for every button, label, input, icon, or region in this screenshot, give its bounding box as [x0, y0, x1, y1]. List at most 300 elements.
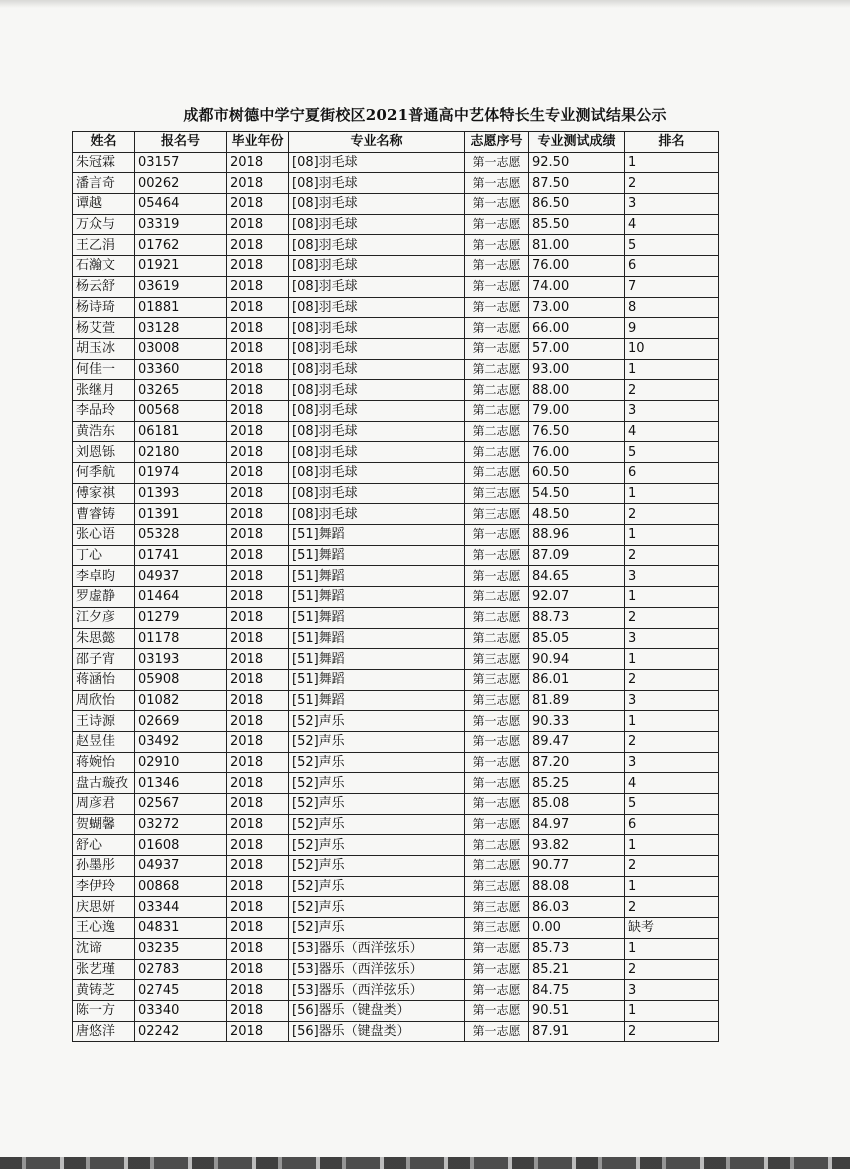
cell-score: 76.00	[529, 442, 625, 463]
cell-rank: 3	[625, 690, 719, 711]
header-reg-number: 报名号	[135, 132, 227, 153]
cell-choice: 第二志愿	[465, 359, 529, 380]
cell-graduation-year: 2018	[227, 628, 289, 649]
table-row	[73, 690, 719, 711]
cell-rank: 2	[625, 856, 719, 877]
table-row	[73, 545, 719, 566]
table-row	[73, 194, 719, 215]
cell-choice: 第二志愿	[465, 607, 529, 628]
cell-score: 86.50	[529, 194, 625, 215]
cell-rank: 1	[625, 938, 719, 959]
cell-major: [53]器乐（西洋弦乐）	[289, 980, 465, 1001]
cell-graduation-year: 2018	[227, 194, 289, 215]
cell-major: [51]舞蹈	[289, 669, 465, 690]
cell-rank: 10	[625, 338, 719, 359]
cell-rank: 3	[625, 752, 719, 773]
cell-major: [56]器乐（键盘类）	[289, 1021, 465, 1042]
results-table	[72, 131, 719, 1042]
cell-rank: 1	[625, 152, 719, 173]
cell-graduation-year: 2018	[227, 649, 289, 670]
table-row	[73, 566, 719, 587]
cell-graduation-year: 2018	[227, 463, 289, 484]
cell-major: [52]声乐	[289, 856, 465, 877]
cell-name: 杨云舒	[73, 276, 135, 297]
cell-name: 周彦君	[73, 794, 135, 815]
cell-name: 王诗源	[73, 711, 135, 732]
cell-name: 陈一方	[73, 1000, 135, 1021]
cell-graduation-year: 2018	[227, 276, 289, 297]
cell-rank: 1	[625, 525, 719, 546]
table-row	[73, 525, 719, 546]
cell-rank: 1	[625, 1000, 719, 1021]
cell-rank: 3	[625, 400, 719, 421]
cell-choice: 第一志愿	[465, 214, 529, 235]
cell-score: 93.82	[529, 835, 625, 856]
cell-choice: 第一志愿	[465, 235, 529, 256]
cell-rank: 2	[625, 959, 719, 980]
cell-reg-number: 04831	[135, 918, 227, 939]
cell-score: 90.33	[529, 711, 625, 732]
cell-name: 李品玲	[73, 400, 135, 421]
cell-score: 85.08	[529, 794, 625, 815]
cell-rank: 2	[625, 380, 719, 401]
cell-choice: 第一志愿	[465, 773, 529, 794]
cell-rank: 6	[625, 256, 719, 277]
cell-score: 89.47	[529, 731, 625, 752]
cell-rank: 2	[625, 545, 719, 566]
cell-score: 73.00	[529, 297, 625, 318]
cell-rank: 1	[625, 649, 719, 670]
cell-choice: 第一志愿	[465, 318, 529, 339]
cell-major: [52]声乐	[289, 814, 465, 835]
cell-major: [52]声乐	[289, 835, 465, 856]
cell-name: 黄铸芝	[73, 980, 135, 1001]
cell-score: 85.50	[529, 214, 625, 235]
cell-reg-number: 03235	[135, 938, 227, 959]
cell-reg-number: 01741	[135, 545, 227, 566]
cell-name: 黄浩东	[73, 421, 135, 442]
table-row	[73, 711, 719, 732]
cell-name: 傅家祺	[73, 483, 135, 504]
cell-choice: 第二志愿	[465, 856, 529, 877]
cell-score: 85.73	[529, 938, 625, 959]
cell-major: [08]羽毛球	[289, 318, 465, 339]
scan-top-edge	[0, 0, 850, 8]
cell-rank: 3	[625, 194, 719, 215]
cell-major: [53]器乐（西洋弦乐）	[289, 938, 465, 959]
cell-choice: 第一志愿	[465, 959, 529, 980]
cell-graduation-year: 2018	[227, 297, 289, 318]
cell-name: 邵子宵	[73, 649, 135, 670]
cell-name: 赵昱佳	[73, 731, 135, 752]
cell-score: 86.01	[529, 669, 625, 690]
cell-reg-number: 02745	[135, 980, 227, 1001]
cell-name: 谭越	[73, 194, 135, 215]
cell-rank: 3	[625, 980, 719, 1001]
cell-graduation-year: 2018	[227, 814, 289, 835]
cell-reg-number: 03344	[135, 897, 227, 918]
cell-name: 潘言奇	[73, 173, 135, 194]
cell-score: 90.51	[529, 1000, 625, 1021]
cell-name: 万众与	[73, 214, 135, 235]
cell-choice: 第三志愿	[465, 669, 529, 690]
table-row	[73, 794, 719, 815]
cell-graduation-year: 2018	[227, 359, 289, 380]
cell-rank: 6	[625, 814, 719, 835]
cell-rank: 5	[625, 794, 719, 815]
cell-graduation-year: 2018	[227, 711, 289, 732]
cell-rank: 7	[625, 276, 719, 297]
cell-reg-number: 03157	[135, 152, 227, 173]
cell-choice: 第二志愿	[465, 421, 529, 442]
cell-graduation-year: 2018	[227, 338, 289, 359]
cell-choice: 第二志愿	[465, 380, 529, 401]
cell-major: [08]羽毛球	[289, 483, 465, 504]
cell-score: 87.91	[529, 1021, 625, 1042]
table-row	[73, 400, 719, 421]
cell-reg-number: 00262	[135, 173, 227, 194]
cell-choice: 第一志愿	[465, 194, 529, 215]
cell-reg-number: 03360	[135, 359, 227, 380]
cell-name: 蒋婉怡	[73, 752, 135, 773]
cell-major: [51]舞蹈	[289, 690, 465, 711]
cell-major: [08]羽毛球	[289, 214, 465, 235]
cell-graduation-year: 2018	[227, 897, 289, 918]
cell-major: [52]声乐	[289, 731, 465, 752]
cell-major: [08]羽毛球	[289, 380, 465, 401]
cell-score: 92.50	[529, 152, 625, 173]
table-row	[73, 463, 719, 484]
cell-major: [08]羽毛球	[289, 297, 465, 318]
table-row	[73, 607, 719, 628]
cell-choice: 第一志愿	[465, 297, 529, 318]
cell-score: 93.00	[529, 359, 625, 380]
cell-choice: 第一志愿	[465, 276, 529, 297]
cell-reg-number: 01279	[135, 607, 227, 628]
table-row	[73, 483, 719, 504]
cell-rank: 8	[625, 297, 719, 318]
cell-choice: 第一志愿	[465, 545, 529, 566]
cell-graduation-year: 2018	[227, 214, 289, 235]
cell-reg-number: 02242	[135, 1021, 227, 1042]
cell-reg-number: 01464	[135, 587, 227, 608]
table-row	[73, 235, 719, 256]
table-row	[73, 380, 719, 401]
cell-score: 87.09	[529, 545, 625, 566]
cell-graduation-year: 2018	[227, 318, 289, 339]
cell-reg-number: 04937	[135, 856, 227, 877]
cell-reg-number: 02910	[135, 752, 227, 773]
table-row	[73, 980, 719, 1001]
cell-major: [08]羽毛球	[289, 463, 465, 484]
cell-rank: 1	[625, 587, 719, 608]
cell-major: [08]羽毛球	[289, 152, 465, 173]
cell-rank: 4	[625, 214, 719, 235]
cell-score: 54.50	[529, 483, 625, 504]
cell-reg-number: 03128	[135, 318, 227, 339]
cell-graduation-year: 2018	[227, 1000, 289, 1021]
cell-choice: 第三志愿	[465, 918, 529, 939]
cell-name: 胡玉冰	[73, 338, 135, 359]
cell-score: 88.73	[529, 607, 625, 628]
cell-score: 84.65	[529, 566, 625, 587]
cell-name: 沈谛	[73, 938, 135, 959]
cell-reg-number: 03265	[135, 380, 227, 401]
cell-graduation-year: 2018	[227, 421, 289, 442]
cell-reg-number: 03340	[135, 1000, 227, 1021]
cell-rank: 5	[625, 235, 719, 256]
cell-choice: 第一志愿	[465, 152, 529, 173]
table-row	[73, 628, 719, 649]
cell-graduation-year: 2018	[227, 669, 289, 690]
table-row	[73, 256, 719, 277]
cell-rank: 1	[625, 876, 719, 897]
cell-rank: 1	[625, 359, 719, 380]
header-name: 姓名	[73, 132, 135, 153]
cell-score: 87.20	[529, 752, 625, 773]
cell-reg-number: 00868	[135, 876, 227, 897]
cell-name: 杨艾萱	[73, 318, 135, 339]
cell-rank: 2	[625, 731, 719, 752]
cell-reg-number: 01178	[135, 628, 227, 649]
cell-graduation-year: 2018	[227, 731, 289, 752]
cell-reg-number: 00568	[135, 400, 227, 421]
cell-choice: 第一志愿	[465, 525, 529, 546]
cell-score: 85.25	[529, 773, 625, 794]
cell-major: [52]声乐	[289, 897, 465, 918]
cell-choice: 第一志愿	[465, 711, 529, 732]
cell-major: [08]羽毛球	[289, 256, 465, 277]
cell-graduation-year: 2018	[227, 835, 289, 856]
cell-name: 曹睿铸	[73, 504, 135, 525]
header-choice: 志愿序号	[465, 132, 529, 153]
cell-graduation-year: 2018	[227, 504, 289, 525]
cell-reg-number: 02180	[135, 442, 227, 463]
cell-rank: 2	[625, 1021, 719, 1042]
cell-score: 84.97	[529, 814, 625, 835]
cell-graduation-year: 2018	[227, 235, 289, 256]
header-graduation-year: 毕业年份	[227, 132, 289, 153]
cell-name: 李卓昀	[73, 566, 135, 587]
cell-name: 李伊玲	[73, 876, 135, 897]
cell-choice: 第一志愿	[465, 1021, 529, 1042]
cell-reg-number: 03492	[135, 731, 227, 752]
table-row	[73, 649, 719, 670]
table-row	[73, 876, 719, 897]
cell-graduation-year: 2018	[227, 856, 289, 877]
table-row	[73, 918, 719, 939]
table-row	[73, 152, 719, 173]
cell-name: 朱思懿	[73, 628, 135, 649]
header-score: 专业测试成绩	[529, 132, 625, 153]
cell-reg-number: 05328	[135, 525, 227, 546]
cell-reg-number: 05464	[135, 194, 227, 215]
cell-score: 88.00	[529, 380, 625, 401]
table-row	[73, 173, 719, 194]
cell-graduation-year: 2018	[227, 752, 289, 773]
cell-major: [53]器乐（西洋弦乐）	[289, 959, 465, 980]
cell-name: 盘古璇孜	[73, 773, 135, 794]
cell-rank: 4	[625, 421, 719, 442]
table-row	[73, 835, 719, 856]
cell-major: [51]舞蹈	[289, 545, 465, 566]
cell-score: 92.07	[529, 587, 625, 608]
cell-major: [08]羽毛球	[289, 359, 465, 380]
cell-rank: 4	[625, 773, 719, 794]
table-row	[73, 752, 719, 773]
cell-reg-number: 01346	[135, 773, 227, 794]
cell-score: 57.00	[529, 338, 625, 359]
cell-choice: 第一志愿	[465, 173, 529, 194]
cell-choice: 第三志愿	[465, 649, 529, 670]
cell-rank: 缺考	[625, 918, 719, 939]
table-row	[73, 504, 719, 525]
cell-major: [51]舞蹈	[289, 628, 465, 649]
cell-graduation-year: 2018	[227, 773, 289, 794]
cell-choice: 第二志愿	[465, 835, 529, 856]
cell-reg-number: 01082	[135, 690, 227, 711]
cell-rank: 2	[625, 669, 719, 690]
cell-score: 88.96	[529, 525, 625, 546]
cell-major: [52]声乐	[289, 876, 465, 897]
cell-graduation-year: 2018	[227, 545, 289, 566]
cell-reg-number: 03619	[135, 276, 227, 297]
cell-score: 87.50	[529, 173, 625, 194]
scan-bottom-edge	[0, 1157, 850, 1169]
table-row	[73, 297, 719, 318]
cell-name: 江夕彦	[73, 607, 135, 628]
cell-choice: 第一志愿	[465, 752, 529, 773]
cell-choice: 第一志愿	[465, 731, 529, 752]
cell-choice: 第一志愿	[465, 256, 529, 277]
table-row	[73, 669, 719, 690]
cell-name: 唐悠洋	[73, 1021, 135, 1042]
cell-major: [08]羽毛球	[289, 421, 465, 442]
table-row	[73, 214, 719, 235]
cell-graduation-year: 2018	[227, 794, 289, 815]
cell-choice: 第三志愿	[465, 690, 529, 711]
cell-graduation-year: 2018	[227, 1021, 289, 1042]
cell-major: [08]羽毛球	[289, 400, 465, 421]
cell-name: 贺蝴馨	[73, 814, 135, 835]
cell-reg-number: 03193	[135, 649, 227, 670]
cell-name: 石瀚文	[73, 256, 135, 277]
cell-choice: 第一志愿	[465, 980, 529, 1001]
cell-score: 48.50	[529, 504, 625, 525]
cell-major: [08]羽毛球	[289, 504, 465, 525]
cell-major: [52]声乐	[289, 711, 465, 732]
cell-choice: 第一志愿	[465, 814, 529, 835]
cell-rank: 1	[625, 711, 719, 732]
cell-score: 85.05	[529, 628, 625, 649]
cell-major: [51]舞蹈	[289, 525, 465, 546]
cell-name: 杨诗琦	[73, 297, 135, 318]
cell-reg-number: 03272	[135, 814, 227, 835]
cell-graduation-year: 2018	[227, 380, 289, 401]
cell-graduation-year: 2018	[227, 566, 289, 587]
table-row	[73, 1000, 719, 1021]
cell-name: 王心逸	[73, 918, 135, 939]
cell-score: 84.75	[529, 980, 625, 1001]
cell-score: 60.50	[529, 463, 625, 484]
cell-graduation-year: 2018	[227, 876, 289, 897]
cell-rank: 2	[625, 607, 719, 628]
header-major: 专业名称	[289, 132, 465, 153]
cell-graduation-year: 2018	[227, 959, 289, 980]
cell-major: [08]羽毛球	[289, 194, 465, 215]
cell-reg-number: 01974	[135, 463, 227, 484]
cell-choice: 第一志愿	[465, 338, 529, 359]
cell-choice: 第二志愿	[465, 442, 529, 463]
cell-score: 76.00	[529, 256, 625, 277]
cell-reg-number: 01881	[135, 297, 227, 318]
header-rank: 排名	[625, 132, 719, 153]
cell-major: [08]羽毛球	[289, 442, 465, 463]
cell-graduation-year: 2018	[227, 607, 289, 628]
cell-rank: 3	[625, 628, 719, 649]
cell-choice: 第一志愿	[465, 794, 529, 815]
cell-name: 何佳一	[73, 359, 135, 380]
cell-score: 85.21	[529, 959, 625, 980]
cell-choice: 第二志愿	[465, 400, 529, 421]
table-row	[73, 338, 719, 359]
cell-name: 罗虚静	[73, 587, 135, 608]
cell-name: 周欣怡	[73, 690, 135, 711]
cell-graduation-year: 2018	[227, 587, 289, 608]
cell-score: 90.94	[529, 649, 625, 670]
cell-rank: 6	[625, 463, 719, 484]
cell-reg-number: 02567	[135, 794, 227, 815]
cell-graduation-year: 2018	[227, 690, 289, 711]
cell-major: [08]羽毛球	[289, 338, 465, 359]
cell-major: [52]声乐	[289, 794, 465, 815]
cell-name: 丁心	[73, 545, 135, 566]
cell-reg-number: 04937	[135, 566, 227, 587]
cell-reg-number: 02669	[135, 711, 227, 732]
cell-graduation-year: 2018	[227, 483, 289, 504]
cell-score: 79.00	[529, 400, 625, 421]
table-row	[73, 1021, 719, 1042]
cell-score: 66.00	[529, 318, 625, 339]
cell-name: 张继月	[73, 380, 135, 401]
cell-rank: 2	[625, 173, 719, 194]
cell-name: 张心语	[73, 525, 135, 546]
cell-rank: 1	[625, 835, 719, 856]
cell-score: 0.00	[529, 918, 625, 939]
cell-major: [52]声乐	[289, 752, 465, 773]
table-row	[73, 773, 719, 794]
cell-graduation-year: 2018	[227, 980, 289, 1001]
cell-graduation-year: 2018	[227, 525, 289, 546]
table-row	[73, 856, 719, 877]
cell-graduation-year: 2018	[227, 442, 289, 463]
cell-major: [51]舞蹈	[289, 566, 465, 587]
cell-name: 刘恩铄	[73, 442, 135, 463]
cell-score: 81.89	[529, 690, 625, 711]
table-row	[73, 359, 719, 380]
cell-rank: 5	[625, 442, 719, 463]
table-row	[73, 421, 719, 442]
cell-name: 张艺瑾	[73, 959, 135, 980]
cell-major: [08]羽毛球	[289, 235, 465, 256]
cell-name: 蒋涵怡	[73, 669, 135, 690]
table-row	[73, 959, 719, 980]
page-title: 成都市树德中学宁夏街校区2021普通高中艺体特长生专业测试结果公示	[183, 106, 667, 124]
cell-choice: 第一志愿	[465, 566, 529, 587]
cell-reg-number: 01762	[135, 235, 227, 256]
cell-name: 庆思妍	[73, 897, 135, 918]
cell-graduation-year: 2018	[227, 938, 289, 959]
